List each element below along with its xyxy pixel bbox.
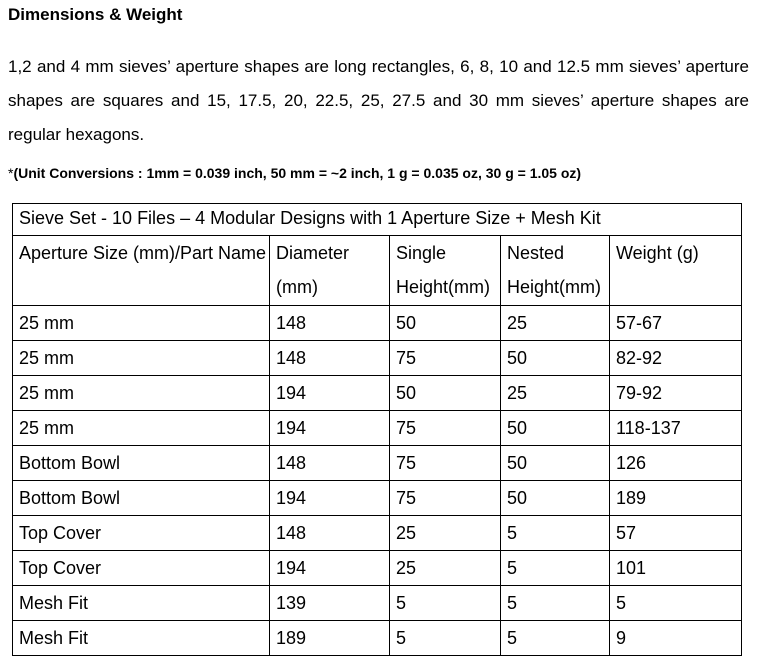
cell-nested-height: 25 — [501, 306, 610, 341]
cell-part-name: 25 mm — [13, 341, 270, 376]
cell-part-name: 25 mm — [13, 306, 270, 341]
cell-diameter: 148 — [270, 516, 390, 551]
cell-diameter: 194 — [270, 376, 390, 411]
cell-weight: 5 — [610, 586, 742, 621]
cell-single-height: 5 — [390, 621, 501, 656]
sieve-set-table — [12, 203, 742, 656]
cell-single-height: 5 — [390, 586, 501, 621]
table-row — [13, 551, 742, 586]
cell-single-height: 25 — [390, 516, 501, 551]
table-row — [13, 621, 742, 656]
table-row — [13, 586, 742, 621]
header-weight: Weight (g) — [610, 236, 742, 306]
sieve-table-container — [12, 203, 742, 656]
cell-part-name: Top Cover — [13, 516, 270, 551]
cell-single-height: 75 — [390, 481, 501, 516]
cell-single-height: 75 — [390, 411, 501, 446]
header-nested-height: Nested Height(mm) — [501, 236, 610, 306]
table-caption: Sieve Set - 10 Files – 4 Modular Designs with 1 Aperture Size + Mesh Kit — [13, 204, 742, 236]
cell-nested-height: 50 — [501, 446, 610, 481]
table-row — [13, 306, 742, 341]
cell-weight: 118-137 — [610, 411, 742, 446]
cell-nested-height: 25 — [501, 376, 610, 411]
cell-single-height: 75 — [390, 341, 501, 376]
cell-diameter: 148 — [270, 446, 390, 481]
cell-weight: 9 — [610, 621, 742, 656]
cell-weight: 57-67 — [610, 306, 742, 341]
unit-conversion-text: (Unit Conversions : 1mm = 0.039 inch, 50 mm = ~2 inch, 1 g = 0.035 oz, 30 g = 1.05 oz) — [13, 165, 582, 181]
header-single-height: Single Height(mm) — [390, 236, 501, 306]
cell-nested-height: 5 — [501, 586, 610, 621]
header-part-name: Aperture Size (mm)/Part Name — [13, 236, 270, 306]
cell-nested-height: 50 — [501, 481, 610, 516]
cell-diameter: 189 — [270, 621, 390, 656]
cell-weight: 57 — [610, 516, 742, 551]
cell-single-height: 50 — [390, 376, 501, 411]
table-caption-row — [13, 204, 742, 236]
cell-nested-height: 50 — [501, 341, 610, 376]
table-row — [13, 481, 742, 516]
table-row — [13, 376, 742, 411]
cell-diameter: 194 — [270, 481, 390, 516]
cell-weight: 79-92 — [610, 376, 742, 411]
table-row — [13, 411, 742, 446]
unit-conversion-note — [8, 165, 581, 181]
cell-weight: 189 — [610, 481, 742, 516]
cell-part-name: Bottom Bowl — [13, 446, 270, 481]
cell-single-height: 75 — [390, 446, 501, 481]
cell-nested-height: 5 — [501, 621, 610, 656]
cell-nested-height: 50 — [501, 411, 610, 446]
cell-part-name: Mesh Fit — [13, 586, 270, 621]
cell-part-name: Bottom Bowl — [13, 481, 270, 516]
cell-weight: 126 — [610, 446, 742, 481]
page-heading: Dimensions & Weight — [8, 5, 183, 24]
cell-weight: 82-92 — [610, 341, 742, 376]
cell-single-height: 25 — [390, 551, 501, 586]
cell-weight: 101 — [610, 551, 742, 586]
table-row — [13, 341, 742, 376]
cell-diameter: 194 — [270, 411, 390, 446]
cell-part-name: 25 mm — [13, 411, 270, 446]
cell-nested-height: 5 — [501, 551, 610, 586]
cell-diameter: 194 — [270, 551, 390, 586]
cell-nested-height: 5 — [501, 516, 610, 551]
cell-diameter: 148 — [270, 341, 390, 376]
table-row — [13, 446, 742, 481]
cell-diameter: 139 — [270, 586, 390, 621]
header-diameter: Diameter (mm) — [270, 236, 390, 306]
aperture-description: 1,2 and 4 mm sieves’ aperture shapes are long rectangles, 6, 8, 10 and 12.5 mm sieves’ aperture shapes are squares and 15, 17.5, 20, 22.5, 25, 27.5 and 30 mm sieves’ aperture shapes are regular hexagons. — [8, 57, 749, 144]
cell-part-name: Top Cover — [13, 551, 270, 586]
footnote-marker: * — [8, 165, 14, 181]
cell-single-height: 50 — [390, 306, 501, 341]
table-header-row — [13, 236, 742, 306]
cell-part-name: Mesh Fit — [13, 621, 270, 656]
cell-part-name: 25 mm — [13, 376, 270, 411]
cell-diameter: 148 — [270, 306, 390, 341]
table-row — [13, 516, 742, 551]
